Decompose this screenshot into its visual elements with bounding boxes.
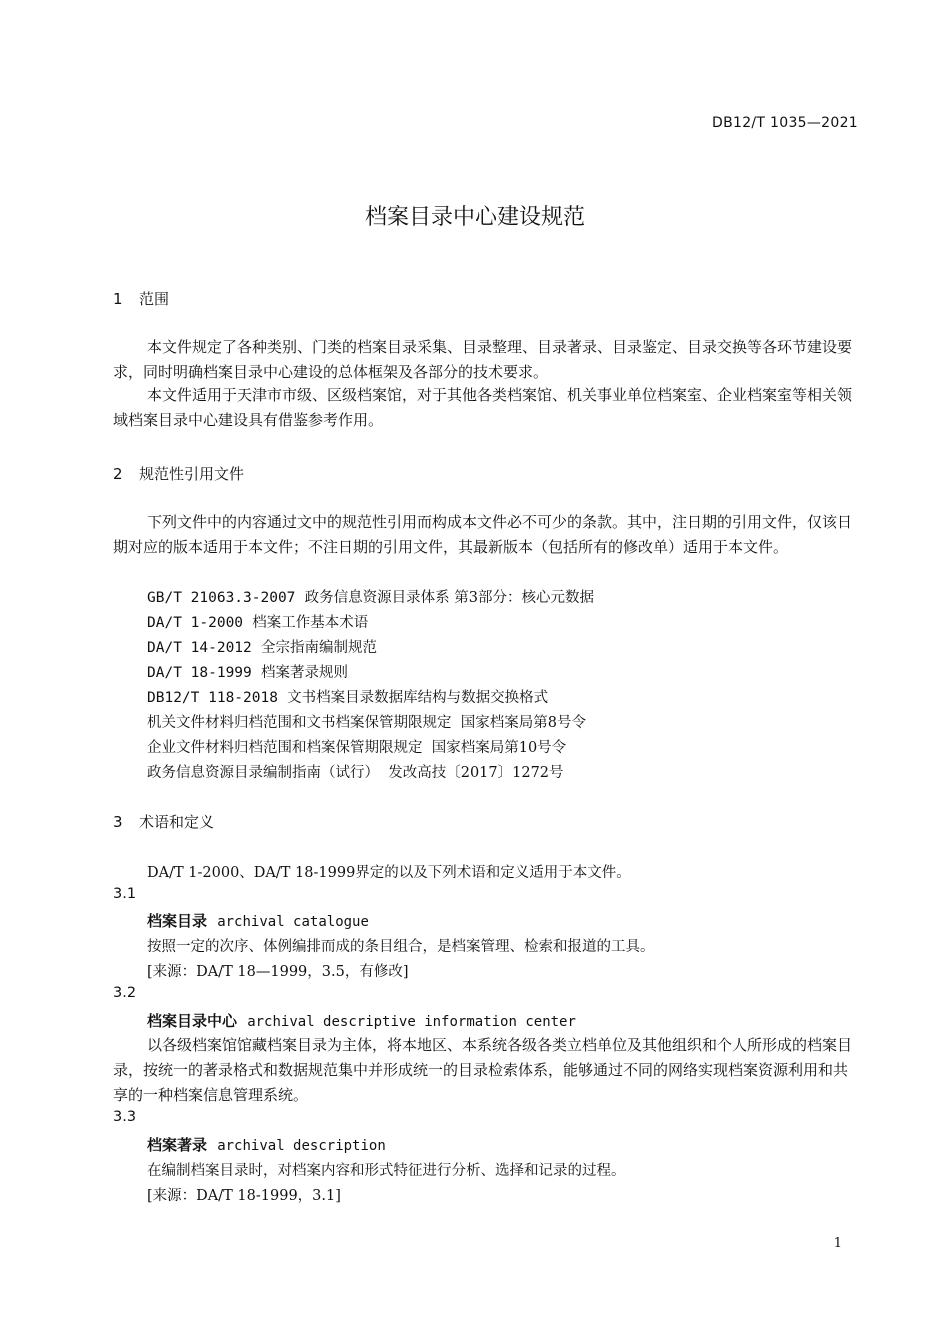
term-heading (147, 1010, 576, 1031)
reference-item (147, 686, 548, 707)
section-number: 1 (113, 290, 123, 308)
reference-title: 发改高技〔2017〕1272号 (388, 765, 564, 781)
section-title: 规范性引用文件 (139, 465, 245, 483)
reference-item (147, 636, 377, 657)
term-number: 3.2 (113, 985, 137, 1001)
term-number: 3.3 (113, 1109, 137, 1125)
section-title: 术语和定义 (139, 813, 215, 831)
term-source: [来源：DA/T 18-1999，3.1] (147, 1188, 341, 1204)
term-source: [来源：DA/T 18—1999，3.5，有修改] (147, 964, 409, 980)
reference-code: 企业文件材料归档范围和档案保管期限规定 (147, 740, 423, 756)
term-definition: 在编制档案目录时，对档案内容和形式特征进行分析、选择和记录的过程。 (147, 1163, 626, 1179)
paragraph: DA/T 1-2000、DA/T 18-1999界定的以及下列术语和定义适用于本文件。 (147, 865, 631, 881)
paragraph: 下列文件中的内容通过文中的规范性引用而构成本文件必不可少的条款。其中，注日期的引用文件，仅该日期对应的版本适用于本文件；不注日期的引用文件，其最新版本（包括所有的修改单）适用于本文件。 (113, 513, 853, 556)
reference-title: 文书档案目录数据库结构与数据交换格式 (287, 690, 549, 706)
term-number: 3.1 (113, 886, 137, 902)
term-definition: 以各级档案馆馆藏档案目录为主体，将本地区、本系统各级各类立档单位及其他组织和个人所形成的档案目录，按统一的著录格式和数据规范集中并形成统一的目录检索体系，能够通过不同的网络实现档案资源利用和共享的一种档案信息管理系统。 (113, 1036, 853, 1104)
term-english: archival description (217, 1138, 386, 1154)
reference-code: 机关文件材料归档范围和文书档案保管期限规定 (147, 715, 452, 731)
reference-title: 国家档案局第8号令 (460, 715, 586, 731)
term-english: archival descriptive information center (247, 1014, 576, 1030)
document-title: 档案目录中心建设规范 (364, 205, 585, 230)
reference-title: 档案著录规则 (260, 665, 348, 681)
reference-title: 全宗指南编制规范 (260, 640, 377, 656)
reference-item (147, 711, 586, 732)
standard-number: DB12/T 1035—2021 (712, 115, 858, 131)
reference-code: GB/T 21063.3-2007 (147, 590, 296, 606)
term-definition: 按照一定的次序、体例编排而成的条目组合，是档案管理、检索和报道的工具。 (147, 939, 655, 955)
section-number: 2 (113, 465, 123, 483)
reference-code: 政务信息资源目录编制指南（试行） (147, 765, 379, 781)
reference-title: 档案工作基本术语 (252, 615, 369, 631)
reference-item (147, 736, 566, 757)
reference-item (147, 661, 348, 682)
section-3-heading (113, 811, 214, 832)
term-heading (147, 1134, 386, 1155)
page-number: 1 (833, 1236, 842, 1251)
reference-code: DA/T 18-1999 (147, 665, 252, 681)
paragraph: 本文件规定了各种类别、门类的档案目录采集、目录整理、目录著录、目录鉴定、目录交换等各环节建设要求，同时明确档案目录中心建设的总体框架及各部分的技术要求。 (113, 338, 853, 381)
reference-item (147, 586, 594, 607)
term-chinese: 档案目录 (147, 912, 208, 930)
term-chinese: 档案著录 (147, 1136, 208, 1154)
reference-item (147, 761, 564, 782)
term-heading (147, 910, 369, 931)
reference-item (147, 611, 368, 632)
term-chinese: 档案目录中心 (147, 1012, 238, 1030)
paragraph: 本文件适用于天津市市级、区级档案馆，对于其他各类档案馆、机关事业单位档案室、企业档案室等相关领域档案目录中心建设具有借鉴参考作用。 (113, 386, 853, 429)
section-2-heading (113, 463, 244, 484)
section-number: 3 (113, 813, 123, 831)
reference-code: DA/T 1-2000 (147, 615, 244, 631)
reference-code: DA/T 14-2012 (147, 640, 252, 656)
term-english: archival catalogue (217, 914, 369, 930)
section-1-heading (113, 288, 169, 309)
reference-code: DB12/T 118-2018 (147, 690, 278, 706)
reference-title: 政务信息资源目录体系 第3部分：核心元数据 (304, 590, 594, 606)
reference-title: 国家档案局第10号令 (431, 740, 567, 756)
section-title: 范围 (139, 290, 170, 308)
